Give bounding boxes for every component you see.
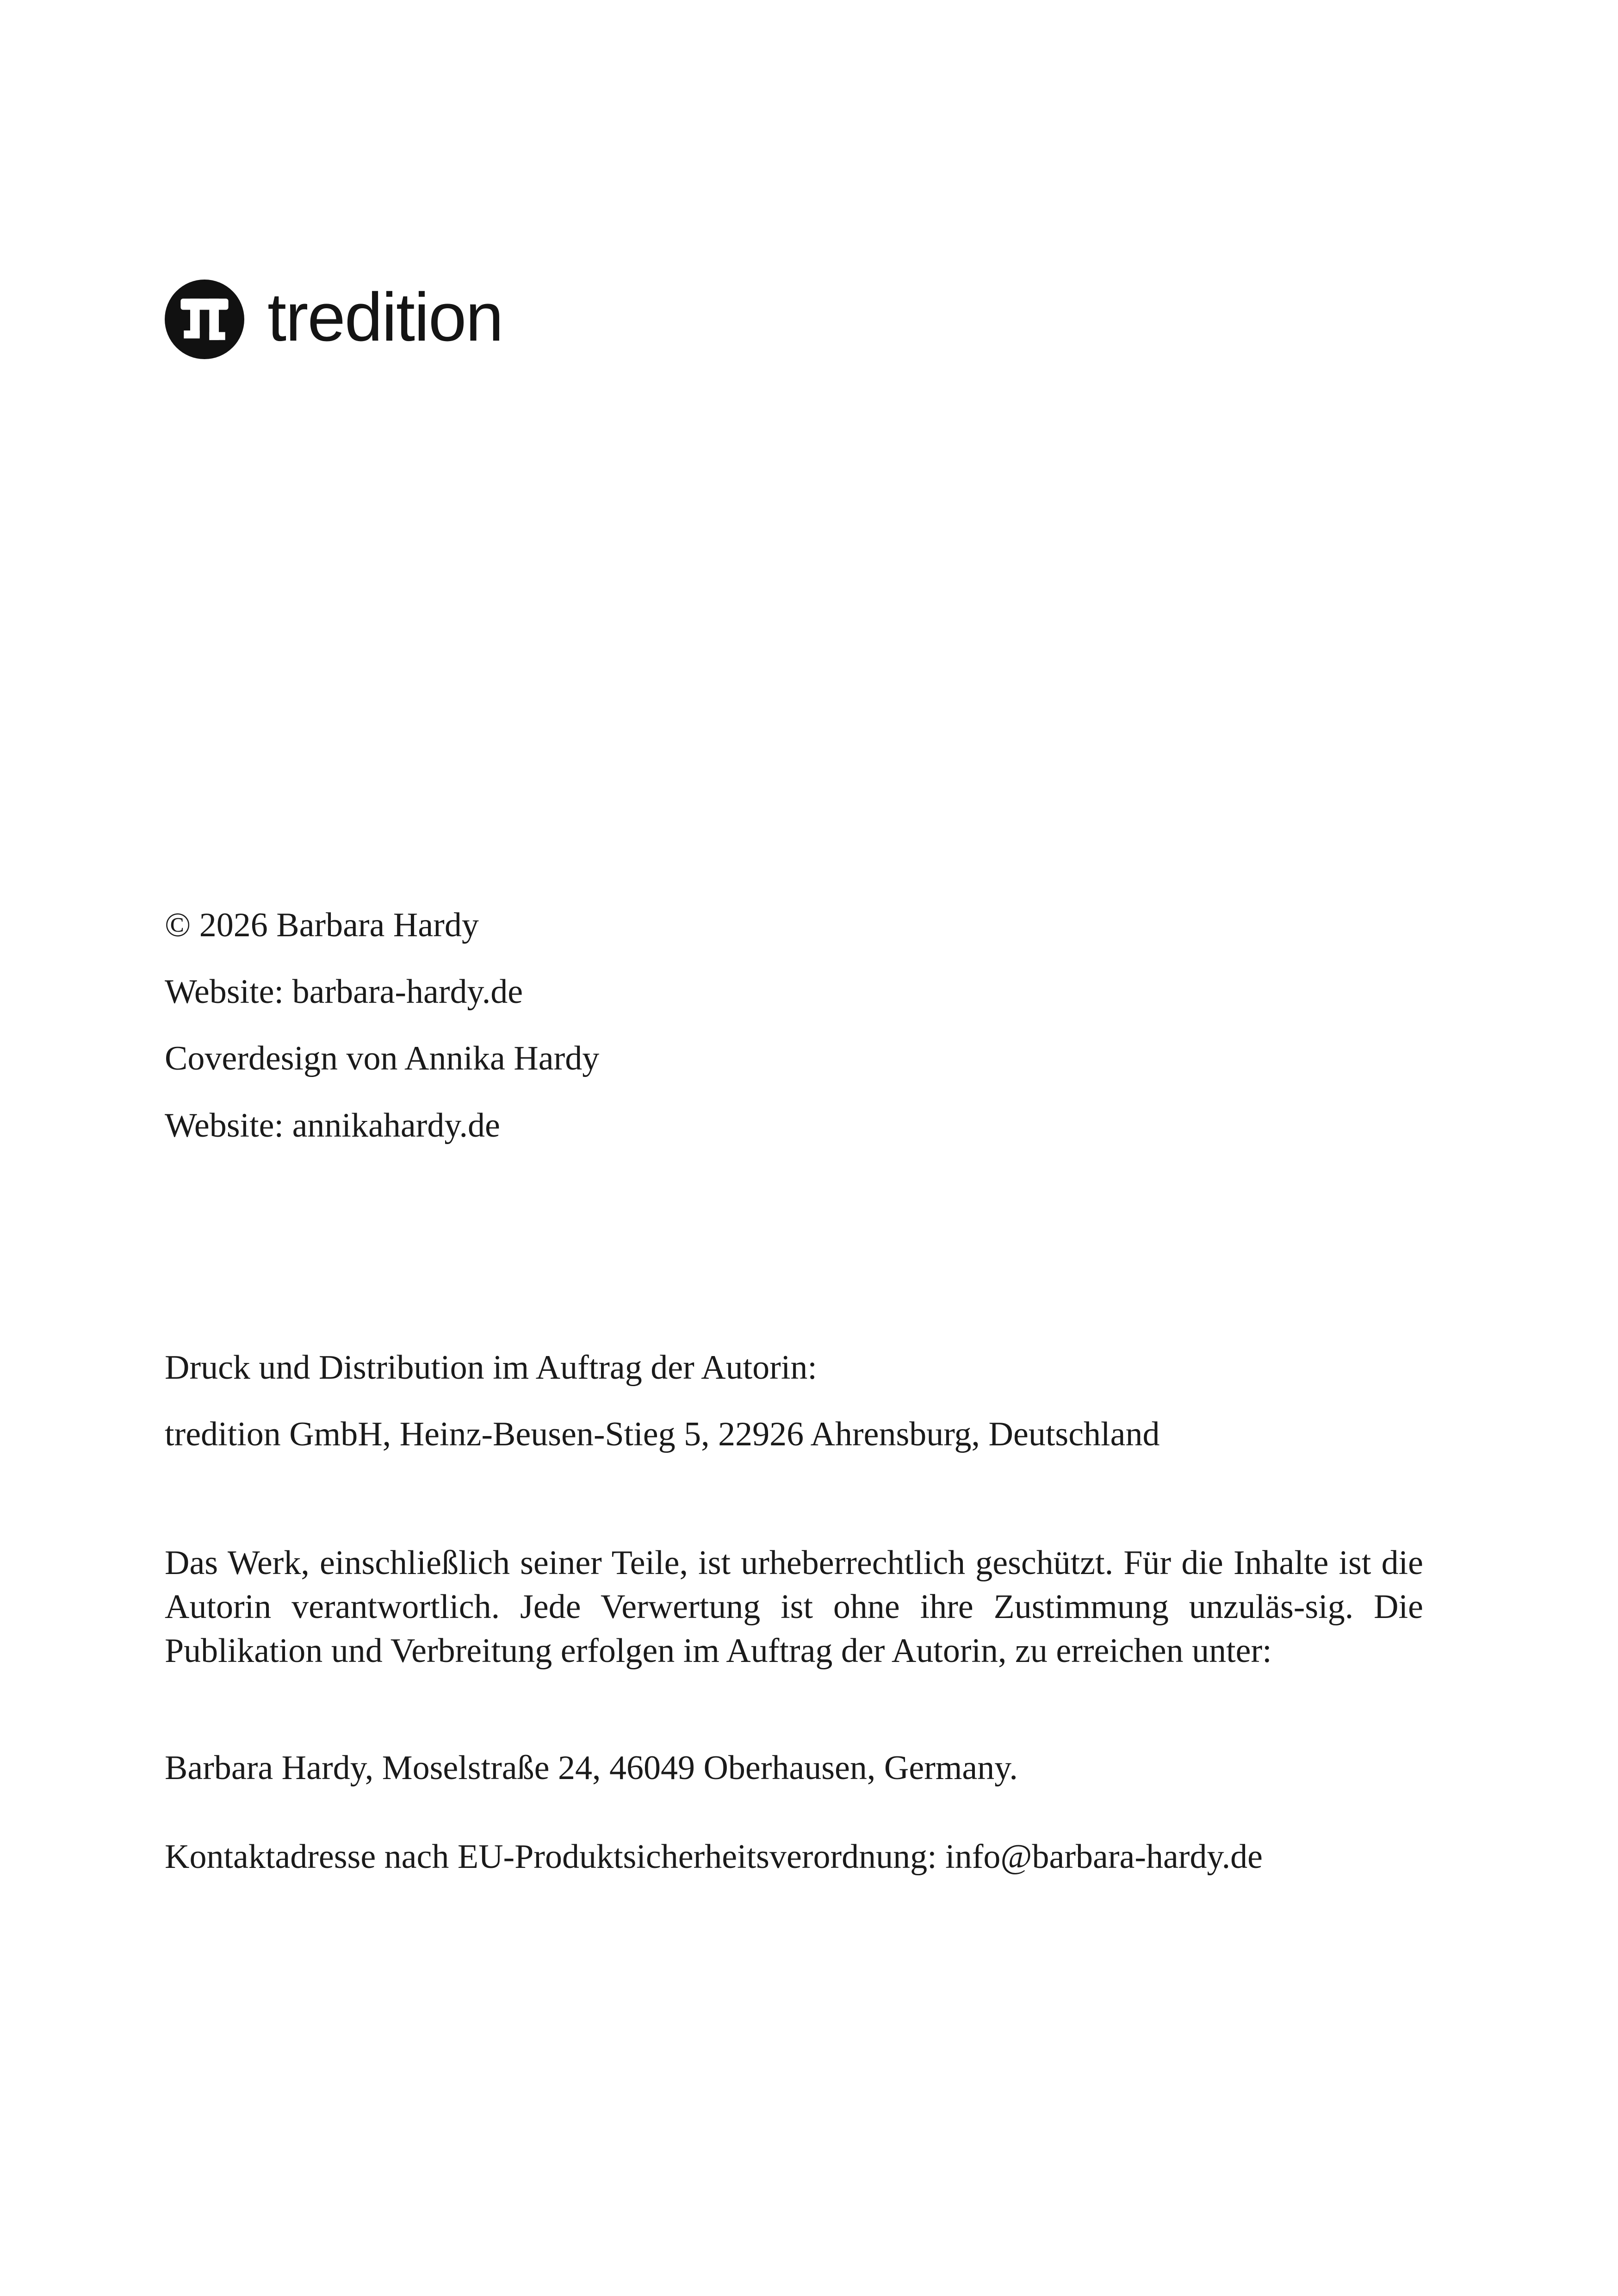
distribution-address: tredition GmbH, Heinz-Beusen-Stieg 5, 22926 Ahrensburg, Deutschland [165,1415,1160,1453]
eu-contact-address: Kontaktadresse nach EU-Produktsicherheitsverordnung: info@barbara-hardy.de [165,1838,1263,1876]
cover-designer-website: Website: annikahardy.de [165,1107,500,1145]
copyright-line: © 2026 Barbara Hardy [165,906,479,944]
publisher-name: tredition [267,279,503,355]
author-postal-address: Barbara Hardy, Moselstraße 24, 46049 Oberhausen, Germany. [165,1749,1018,1787]
publisher-logo [165,278,503,361]
copyright-notice-paragraph: Das Werk, einschließlich seiner Teile, ist urheberrechtlich geschützt. Für die Inhalte ist die Autorin verantwortlich. Jede Verwertung ist ohne ihre Zustimmung unzuläs-sig. Die Publikation und Verbreitung erfolgen im Auftrag der Autorin, zu erreichen unter: [165,1544,1423,1670]
distribution-heading: Druck und Distribution im Auftrag der Autorin: [165,1349,817,1387]
cover-design-credit: Coverdesign von Annika Hardy [165,1039,600,1077]
author-website: Website: barbara-hardy.de [165,973,523,1011]
tredition-logo-icon [165,280,244,359]
